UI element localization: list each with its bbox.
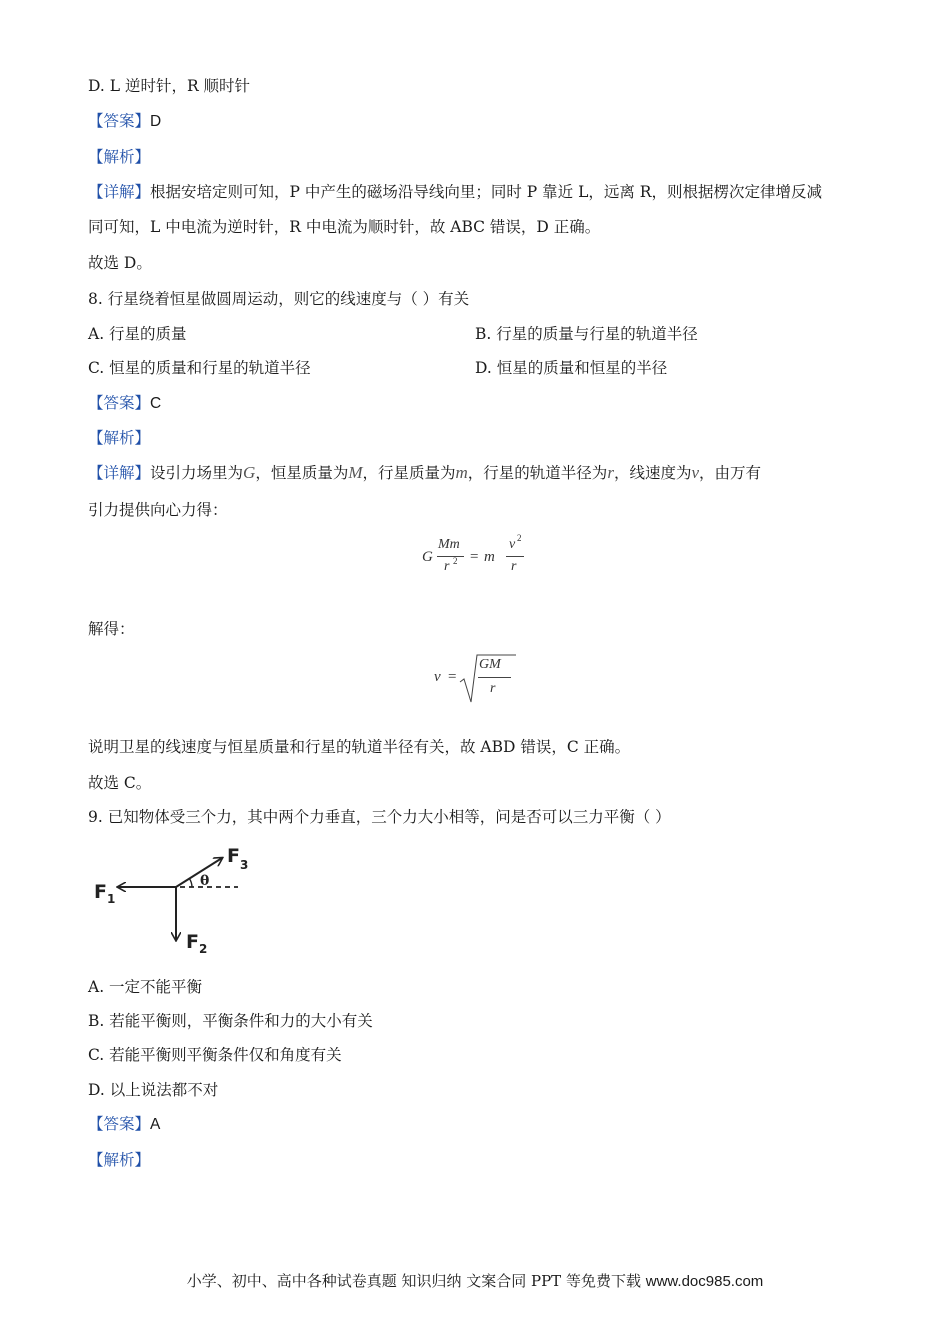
q8-conclusion: 故选 C。: [88, 774, 152, 792]
eq-exponent: 2: [453, 556, 458, 566]
q8-detail-line1: [88, 462, 761, 484]
q7-answer: [88, 110, 161, 133]
fraction-bar: [437, 556, 464, 557]
detail-text: ，恒星质量为: [255, 464, 349, 482]
symbol-m: m: [455, 463, 468, 482]
detail-text: ，由万有: [699, 464, 762, 482]
q7-detail-line2: 同可知，L 中电流为逆时针，R 中电流为顺时针，故 ABC 错误，D 正确。: [88, 218, 601, 236]
symbol-M: M: [348, 463, 363, 482]
q8-option-c: C. 恒星的质量和行星的轨道半径: [88, 359, 311, 377]
symbol-r: r: [607, 463, 614, 482]
symbol-G: G: [243, 463, 256, 482]
detail-text: 设引力场里为: [150, 464, 244, 482]
f1-label: F: [94, 881, 107, 903]
f3-arrow: [176, 858, 222, 887]
answer-tag: 【答案】: [88, 1115, 151, 1133]
answer-value: A: [150, 1116, 161, 1133]
q9-option-a: A. 一定不能平衡: [88, 978, 203, 996]
eq-equals: =: [470, 549, 479, 565]
symbol-v: v: [691, 463, 699, 482]
detail-text: ，线速度为: [613, 464, 692, 482]
q7-analysis-tag: 【解析】: [88, 148, 151, 166]
q9-stem: 9. 已知物体受三个力，其中两个力垂直，三个力大小相等，问是否可以三力平衡（ ）: [88, 808, 671, 826]
detail-text: ，行星的轨道半径为: [467, 464, 608, 482]
eq-v: v: [434, 669, 441, 685]
footer-text: 小学、初中、高中各种试卷真题 知识归纳 文案合同 PPT 等免费下载: [186, 1272, 641, 1290]
f3-label: F: [227, 845, 240, 867]
q7-detail-line1: [88, 181, 822, 203]
eq-numerator: Mm: [438, 537, 460, 552]
f2-subscript: 2: [199, 942, 208, 956]
detail-tag: 【详解】: [88, 183, 151, 201]
q9-option-c: C. 若能平衡则平衡条件仅和角度有关: [88, 1046, 342, 1064]
q9-option-b: B. 若能平衡则，平衡条件和力的大小有关: [88, 1012, 373, 1030]
answer-value: D: [150, 113, 162, 130]
page-footer: [0, 1270, 950, 1291]
eq-denominator: r: [490, 681, 496, 696]
eq-G: G: [422, 549, 433, 565]
eq-exponent2: 2: [517, 533, 522, 543]
detail-text: 根据安培定则可知，P 中产生的磁场沿导线向里；同时 P 靠近 L，远离 R，则根据楞次定律增反减: [150, 183, 822, 201]
q8-detail-line2: 引力提供向心力得：: [88, 501, 228, 519]
q9-option-d: D. 以上说法都不对: [88, 1081, 219, 1099]
eq-numerator2: v: [509, 537, 516, 552]
q7-conclusion: 故选 D。: [88, 254, 152, 272]
detail-tag: 【详解】: [88, 464, 151, 482]
theta-label: θ: [200, 873, 210, 889]
answer-tag: 【答案】: [88, 394, 151, 412]
eq-equals: =: [448, 669, 457, 685]
footer-link[interactable]: www.doc985.com: [645, 1273, 764, 1290]
detail-text: ，行星质量为: [362, 464, 456, 482]
q8-explain: 说明卫星的线速度与恒星质量和行星的轨道半径有关，故 ABD 错误，C 正确。: [88, 738, 631, 756]
equation-velocity: [432, 650, 522, 705]
equation-gravity: [420, 535, 540, 585]
q8-solve-label: 解得：: [88, 620, 135, 638]
answer-tag: 【答案】: [88, 112, 151, 130]
q8-option-d: D. 恒星的质量和恒星的半径: [475, 359, 668, 377]
fraction-bar: [478, 677, 511, 678]
f3-subscript: 3: [240, 858, 249, 872]
f2-label: F: [186, 931, 199, 953]
eq-denominator2: r: [511, 559, 517, 574]
q7-option-d: D. L 逆时针，R 顺时针: [88, 77, 251, 95]
q8-option-b: B. 行星的质量与行星的轨道半径: [475, 325, 698, 343]
q8-stem: 8. 行星绕着恒星做圆周运动，则它的线速度与（ ）有关: [88, 290, 470, 308]
answer-value: C: [150, 395, 162, 412]
force-diagram: [88, 840, 268, 960]
q8-answer: [88, 392, 161, 415]
q8-option-a: A. 行星的质量: [88, 325, 187, 343]
eq-numerator: GM: [479, 657, 501, 672]
f1-subscript: 1: [107, 892, 116, 906]
q9-answer: [88, 1113, 160, 1136]
q9-analysis-tag: 【解析】: [88, 1151, 151, 1169]
eq-m: m: [484, 549, 495, 565]
angle-arc: [189, 878, 192, 887]
eq-denominator: r: [444, 559, 450, 574]
fraction-bar: [506, 556, 524, 557]
q8-analysis-tag: 【解析】: [88, 429, 151, 447]
